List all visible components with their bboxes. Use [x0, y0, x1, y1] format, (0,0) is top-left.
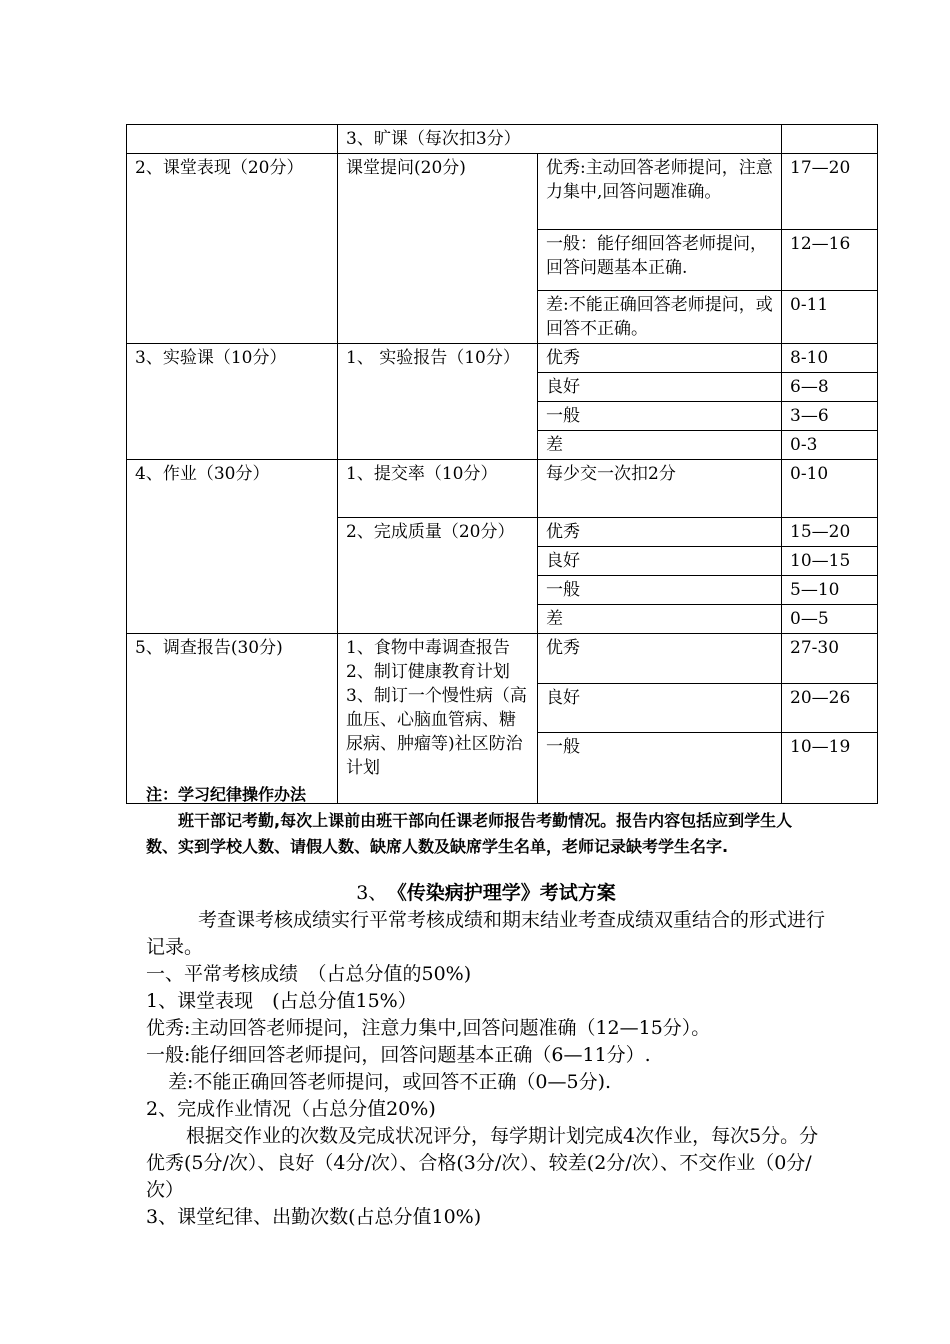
table-cell — [782, 125, 878, 154]
score-cell: 0-11 — [782, 291, 878, 344]
note-body: 班干部记考勤,每次上课前由班干部向任课老师报告考勤情况。报告内容包括应到学生人数、实到学校人数、请假人数、缺席人数及缺席学生名单，老师记录缺考学生名字. — [146, 811, 793, 856]
score-cell: 0-10 — [782, 460, 878, 518]
score-cell: 27-30 — [782, 634, 878, 684]
paragraph: 1、课堂表现 (占总分值15%） — [146, 990, 417, 1012]
paragraph: 2、完成作业情况（占总分值20%) — [146, 1098, 436, 1120]
grading-table — [126, 124, 878, 804]
paragraph: 3、课堂纪律、出勤次数(占总分值10%) — [146, 1206, 482, 1228]
criteria-cell: 差 — [538, 605, 782, 634]
paragraph: 考查课考核成绩实行平常考核成绩和期末结业考查成绩双重结合的形式进行记录。 — [146, 909, 826, 958]
score-cell: 15—20 — [782, 518, 878, 547]
criteria-cell: 一般 — [538, 733, 782, 804]
item-cell — [338, 634, 538, 804]
category-cell: 3、实验课（10分） — [127, 344, 338, 460]
score-cell: 0—5 — [782, 605, 878, 634]
criteria-cell: 每少交一次扣2分 — [538, 460, 782, 518]
paragraph: 一般:能仔细回答老师提问，回答问题基本正确（6—11分）. — [146, 1044, 651, 1066]
table-cell — [127, 125, 338, 154]
criteria-cell: 优秀 — [538, 518, 782, 547]
discipline-note — [146, 782, 816, 860]
score-cell: 20—26 — [782, 684, 878, 733]
criteria-cell: 差 — [538, 431, 782, 460]
item-cell: 2、完成质量（20分） — [338, 518, 538, 634]
table-row — [127, 634, 878, 684]
exam-plan-section — [146, 880, 826, 1231]
score-cell: 3—6 — [782, 402, 878, 431]
table-row — [127, 460, 878, 518]
score-cell: 10—19 — [782, 733, 878, 804]
criteria-cell: 优秀 — [538, 634, 782, 684]
criteria-cell: 差:不能正确回答老师提问，或回答不正确。 — [538, 291, 782, 344]
score-cell: 6—8 — [782, 373, 878, 402]
item-cell: 1、提交率（10分） — [338, 460, 538, 518]
paragraph: 根据交作业的次数及完成状况评分，每学期计划完成4次作业，每次5分。分优秀(5分/次）、良好（4分/次）、合格(3分/次）、较差(2分/次）、不交作业（0分/次） — [146, 1125, 819, 1201]
item-cell: 课堂提问(20分) — [338, 154, 538, 344]
section-title — [146, 880, 826, 907]
section-title-text: 《传染病护理学》考试方案 — [397, 882, 616, 904]
item-line: 3、制订一个慢性病（高血压、心脑血管病、糖尿病、肿瘤等)社区防治计划 — [346, 686, 527, 778]
criteria-cell: 一般：能仔细回答老师提问，回答问题基本正确. — [538, 230, 782, 291]
note-heading: 注：学习纪律操作办法 — [146, 785, 307, 804]
criteria-cell: 一般 — [538, 576, 782, 605]
criteria-cell: 优秀:主动回答老师提问，注意力集中,回答问题准确。 — [538, 154, 782, 230]
score-cell: 12—16 — [782, 230, 878, 291]
score-cell: 0-3 — [782, 431, 878, 460]
criteria-cell: 一般 — [538, 402, 782, 431]
paragraph: 差:不能正确回答老师提问，或回答不正确（0—5分). — [168, 1071, 612, 1093]
item-cell: 1、 实验报告（10分） — [338, 344, 538, 460]
criteria-cell: 优秀 — [538, 344, 782, 373]
criteria-cell: 良好 — [538, 684, 782, 733]
paragraph: 优秀:主动回答老师提问，注意力集中,回答问题准确（12—15分）。 — [146, 1017, 711, 1039]
section-number: 3、 — [356, 882, 388, 904]
table-cell: 3、旷课（每次扣3分） — [338, 125, 782, 154]
table-row — [127, 344, 878, 373]
score-cell: 5—10 — [782, 576, 878, 605]
item-line: 2、制订健康教育计划 — [346, 662, 510, 682]
category-cell: 2、课堂表现（20分） — [127, 154, 338, 344]
criteria-cell: 良好 — [538, 547, 782, 576]
category-cell: 5、调查报告(30分) — [127, 634, 338, 804]
category-cell: 4、作业（30分） — [127, 460, 338, 634]
criteria-cell: 良好 — [538, 373, 782, 402]
paragraph: 一、平常考核成绩 （占总分值的50%) — [146, 963, 472, 985]
score-cell: 8-10 — [782, 344, 878, 373]
score-cell: 10—15 — [782, 547, 878, 576]
score-cell: 17—20 — [782, 154, 878, 230]
table-row — [127, 154, 878, 230]
table-row — [127, 125, 878, 154]
item-line: 1、食物中毒调查报告 — [346, 638, 510, 658]
